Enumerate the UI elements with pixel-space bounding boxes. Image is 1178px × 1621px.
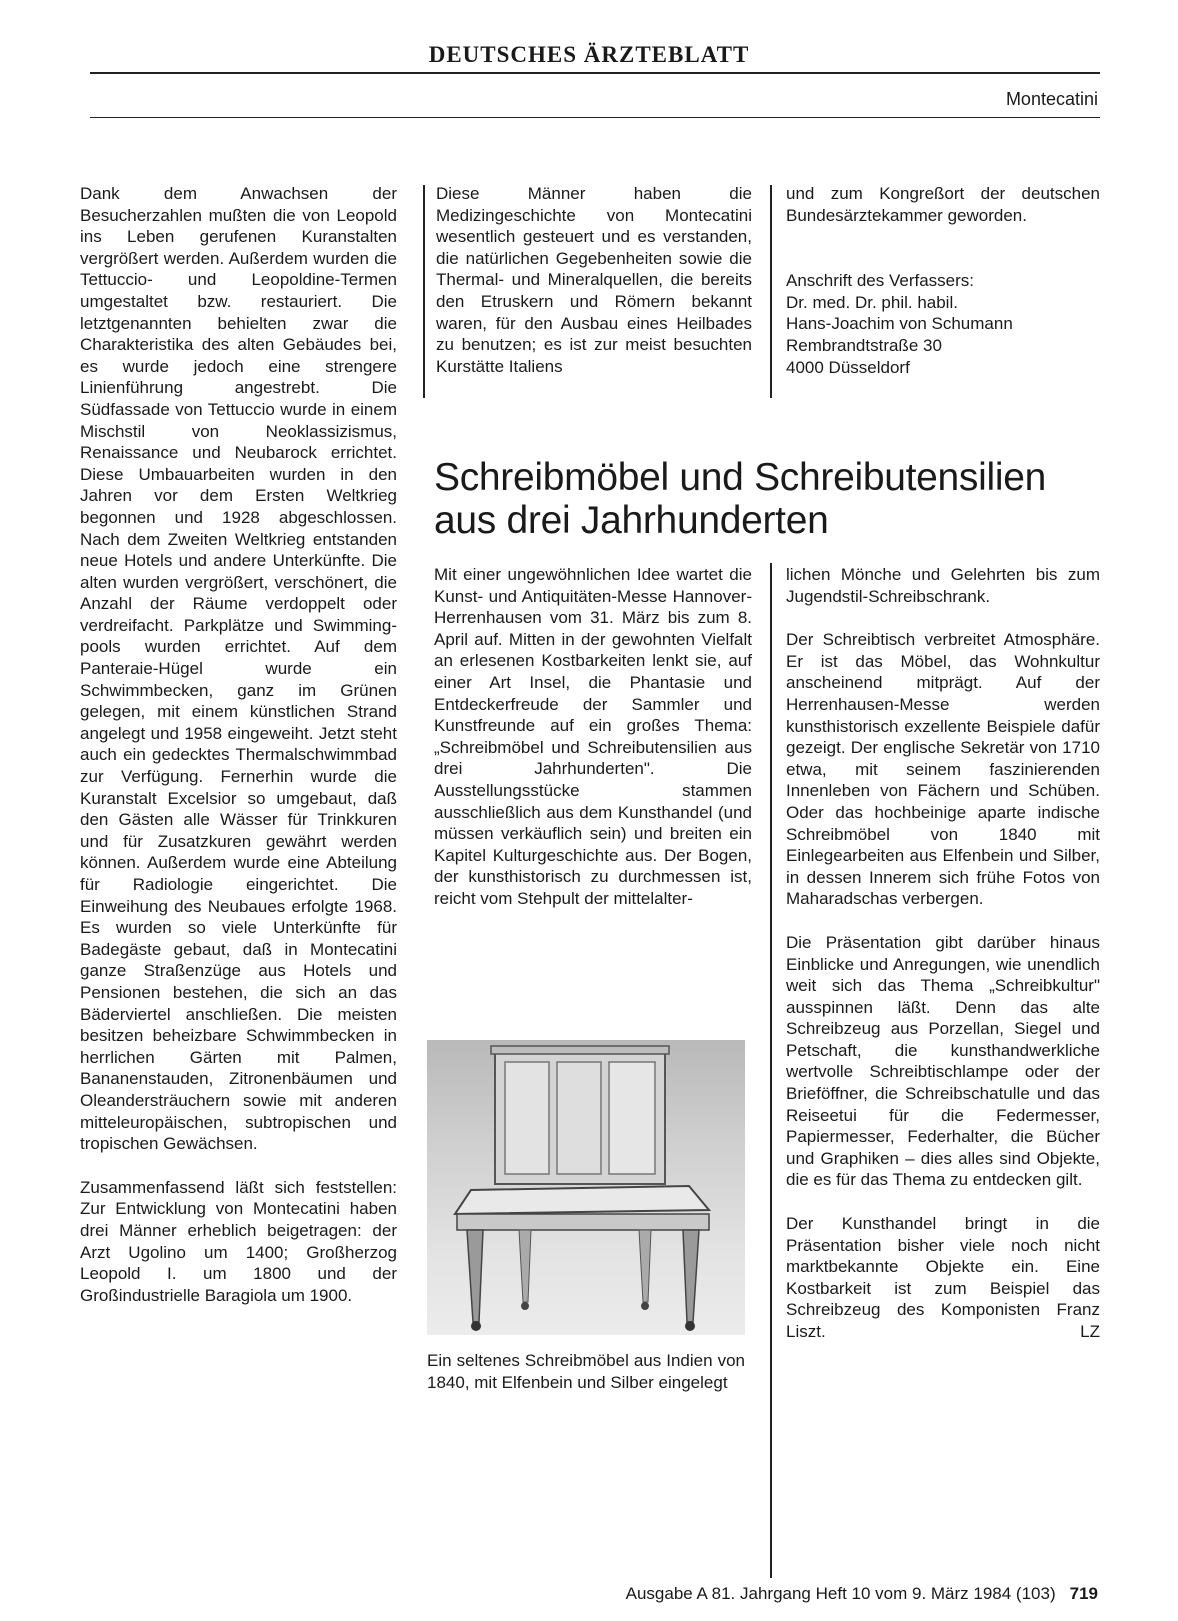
article1-column-3 bbox=[786, 183, 1100, 378]
article2-column-2 bbox=[786, 564, 1100, 1343]
article2-headline bbox=[434, 456, 1134, 542]
article2-col2-paragraph-1: lichen Mönche und Gelehrten bis zum Jugendstil-Schreibschrank. bbox=[786, 565, 1100, 606]
address-line: Dr. med. Dr. phil. habil. bbox=[786, 292, 958, 312]
column-divider bbox=[423, 185, 425, 398]
headline-line-2: aus drei Jahrhunderten bbox=[434, 499, 829, 542]
header-rule bbox=[90, 117, 1100, 118]
article2-col1-paragraph-1: Mit einer ungewöhnlichen Idee wartet die Kunst- und Antiquitäten-Messe Hannover-Herrenhausen vom 31. März bis zum 8. April auf. Mitten in der gewohnten Vielfalt an erlesenen Kostbarkeiten lenkt sie, auf einer Art Insel, die Phantasie und Entdeckerfreude der Sammler und Kunstfreunde auf ein großes Thema: „Schreibmöbel und Schreibutensilien aus drei Jahrhunderten". Die Ausstellungsstücke stammen ausschließlich aus dem Kunsthandel (und müssen verkäuflich sein) und breiten ein Kapitel Kulturgeschichte aus. Der Bogen, der kunsthistorisch zu durchmessen ist, reicht vom Stehpult der mittelalter- bbox=[434, 565, 752, 908]
author-signature: LZ bbox=[1080, 1322, 1100, 1341]
section-label: Montecatini bbox=[1005, 89, 1098, 109]
masthead-rule bbox=[90, 72, 1100, 74]
furniture-photo bbox=[427, 1040, 745, 1335]
article1-col3-paragraph-1: und zum Kongreßort der deutschen Bundesärztekammer geworden. bbox=[786, 184, 1100, 225]
article1-column-2 bbox=[436, 183, 752, 377]
article2-col2-paragraph-4 bbox=[786, 1213, 1100, 1343]
address-line: 4000 Düsseldorf bbox=[786, 357, 910, 377]
page-footer bbox=[626, 1583, 1098, 1605]
headline-line-1: Schreibmöbel und Schreibutensilien bbox=[434, 456, 1047, 499]
writing-cabinet-illustration bbox=[427, 1040, 745, 1335]
paragraph-text: Der Kunsthandel bringt in die Präsentation bisher viele noch nicht marktbekannte Objekte ein. Eine Kostbarkeit ist zum Beispiel das Schreibzeug des Komponisten Franz Liszt. bbox=[786, 1214, 1100, 1341]
article1-col2-paragraph-1: Diese Männer haben die Medizingeschichte von Montecatini wesentlich gesteuert und es verstanden, die natürlichen Gegebenheiten sowie die Thermal- und Mineralquellen, die bereits den Etruskern und Römern bekannt waren, für den Ausbau eines Heilbades zu benutzen; es ist zur meist besuchten Kurstätte Italiens bbox=[436, 184, 752, 376]
article2-col2-paragraph-2: Der Schreibtisch verbreitet Atmosphäre. Er ist das Möbel, das Wohnkultur anscheinend mitprägt. Auf der Herrenhausen-Messe werden kunsthistorisch exzellente Beispiele dafür gezeigt. Der englische Sekretär von 1710 etwa, mit seinem faszinierenden Innenleben von Fächern und Schüben. Oder das hochbeinige aparte indische Schreibmöbel von 1840 mit Einlegearbeiten aus Elfenbein und Silber, in dessen Innerem sich frühe Fotos von Maharadschas verbergen. bbox=[786, 630, 1100, 909]
address-label: Anschrift des Verfassers: bbox=[786, 271, 975, 291]
article1-col1-paragraph-2: Zusammenfassend läßt sich feststellen: Zur Entwicklung von Montecatini haben drei Männer erheblich beigetragen: der Arzt Ugolino um 1400; Großherzog Leopold I. um 1800 und der Großindustrielle Baragiola um 1900. bbox=[80, 1177, 397, 1305]
address-line: Rembrandtstraße 30 bbox=[786, 335, 942, 355]
article1-col1-paragraph-1: Dank dem Anwachsen der Besucherzahlen mußten die von Leopold ins Leben gerufenen Kuranstalten vergrößert werden. Außerdem wurden die Tettuccio- und Leopoldine-Termen umgestaltet bzw. restauriert. Die letztgenannten behielten zwar die Charakteristika des alten Gebäudes bei, es wurde jedoch eine strengere Linienführung angestrebt. Die Südfassade von Tettuccio wurde in einem Mischstil von Neoklassizismus, Renaissance und Neubarock errichtet. Diese Umbauarbeiten wurden in den Jahren vor dem Ersten Weltkrieg begonnen und 1928 abgeschlossen. Nach dem Zweiten Weltkrieg entstanden neue Hotels und andere Unterkünfte. Die alten wurden vergrößert, verschönert, die Anzahl der Räume verdoppelt oder verdreifacht. Parkplätze und Swimming-pools wurden errichtet. Auf dem Panteraie-Hügel wurde ein Schwimmbecken, ganz im Grünen gelegen, mit einem künstlichen Strand angelegt und 1958 eingeweiht. Jetzt steht auch ein gedecktes Thermalschwimmbad zur Verfügung. Fernerhin wurde die Kuranstalt Excelsior so umgebaut, daß den Gästen alle Wässer für Trinkkuren und für Zusatzkuren gewährt werden können. Außerdem wurde eine Abteilung für Radiologie eingerichtet. Die Einweihung des Neubaues erfolgte 1968. Es wurden so viele Unterkünfte für Badegäste gebaut, daß in Montecatini ganze Straßenzüge aus Hotels und Pensionen bestehen, die sich an das Bäderviertel anschließen. Die meisten besitzen beheizbare Schwimmbecken in herrlichen Gärten mit Palmen, Bananenstauden, Zitronenbäumen und Oleandersträuchern sowie mit anderen mitteleuropäischen, subtropischen und tropischen Gewächsen. bbox=[80, 184, 397, 1154]
masthead: DEUTSCHES ÄRZTEBLATT bbox=[428, 42, 750, 67]
page-number: 719 bbox=[1069, 1584, 1098, 1603]
article1-column-1 bbox=[80, 183, 397, 1306]
figure-caption: Ein seltenes Schreibmöbel aus Indien von 1840, mit Elfenbein und Silber eingelegt bbox=[427, 1351, 745, 1392]
issue-info: Ausgabe A 81. Jahrgang Heft 10 vom 9. März 1984 (103) bbox=[625, 1584, 1056, 1603]
column-divider bbox=[770, 563, 772, 1578]
article2-column-1 bbox=[434, 564, 752, 910]
article2-col2-paragraph-3: Die Präsentation gibt darüber hinaus Einblicke und Anregungen, wie unendlich weit sich das Thema „Schreibkultur" ausspinnen läßt. Denn das alte Schreibzeug aus Porzellan, Siegel und Petschaft, die kunsthandwerkliche wertvolle Schreibtischlampe oder der Brieföffner, die Schreibschatulle und das Reiseetui für die Federmesser, Papiermesser, Federhalter, die Bücher und Graphiken – dies alles sind Objekte, die es für das Thema zu entdecken gilt. bbox=[786, 932, 1100, 1190]
author-address bbox=[786, 270, 1100, 378]
column-divider bbox=[770, 185, 772, 398]
address-line: Hans-Joachim von Schumann bbox=[786, 314, 1013, 334]
